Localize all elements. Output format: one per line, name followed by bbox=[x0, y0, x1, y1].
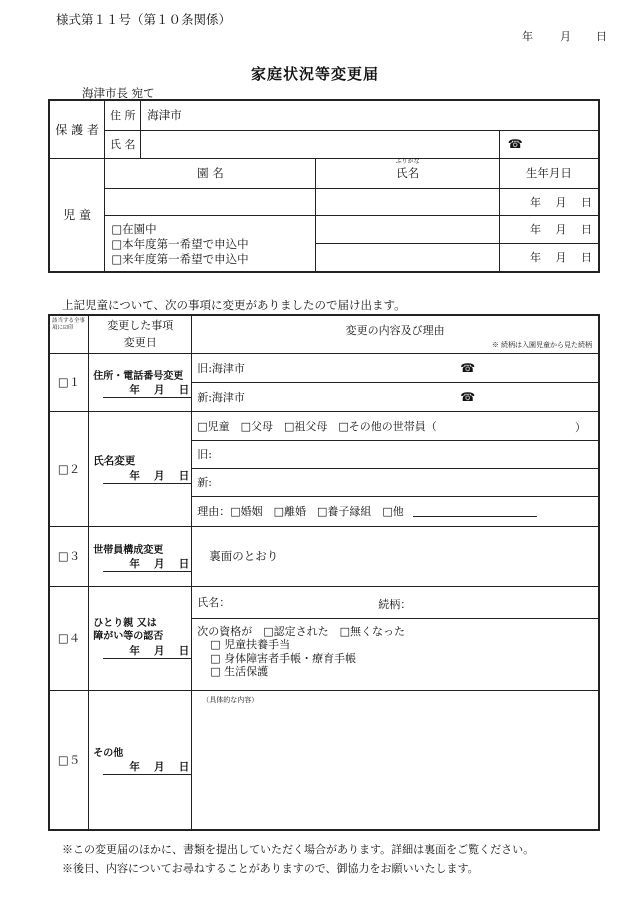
row1-old[interactable] bbox=[192, 353, 599, 382]
child-label: 児 童 bbox=[49, 158, 105, 272]
guardian-name-field[interactable] bbox=[141, 130, 500, 158]
changes-table bbox=[48, 314, 600, 831]
name-label: 氏 名 bbox=[105, 130, 141, 158]
footer-note-2: ※後日、内容についてお尋ねすることがありますので、御協力をお願いいたします。 bbox=[62, 862, 479, 875]
addressee: 海津市長 宛て bbox=[82, 86, 155, 100]
row2-new[interactable]: 新: bbox=[192, 468, 599, 496]
row2-item-label: 氏名変更 bbox=[93, 455, 136, 467]
furigana-label: ふりがな bbox=[395, 157, 420, 165]
row2-date[interactable]: 年 月 日 bbox=[103, 468, 191, 484]
row3-item bbox=[89, 526, 192, 586]
item-col-header bbox=[89, 315, 192, 353]
intro-text: 上記児童について、次の事項に変更がありましたので届け出ます。 bbox=[62, 298, 406, 312]
content-col-header bbox=[192, 315, 599, 353]
birthdate-1[interactable]: 年 月 日 bbox=[499, 188, 599, 215]
date-month: 月 bbox=[560, 30, 571, 43]
row2-targets[interactable] bbox=[192, 411, 599, 440]
child-name-header: 氏名 bbox=[396, 166, 420, 180]
row4-qual-welfare[interactable]: □ 生活保護 bbox=[210, 665, 269, 678]
row4-name-label: 氏名： bbox=[197, 596, 231, 609]
row2-reason[interactable] bbox=[192, 496, 599, 526]
birthdate-3[interactable]: 年 月 日 bbox=[499, 243, 599, 272]
row3-item-label: 世帯員構成変更 bbox=[93, 544, 164, 556]
row5-detail[interactable]: （具体的な内容） bbox=[192, 690, 599, 830]
row1-new-label: 新:海津市 bbox=[197, 390, 245, 404]
birth-header: 生年月日 bbox=[499, 158, 599, 188]
row2-item bbox=[89, 411, 192, 526]
item-col-label: 変更した事項 bbox=[107, 319, 174, 333]
row3-checkbox[interactable]: □３ bbox=[49, 526, 89, 586]
date-col-label: 変更日 bbox=[123, 336, 157, 350]
row5-item-label: その他 bbox=[93, 748, 124, 760]
row1-item-label: 住所・電話番号変更 bbox=[93, 370, 184, 382]
row4-item bbox=[89, 586, 192, 690]
row3-date[interactable]: 年 月 日 bbox=[103, 556, 191, 572]
status-enrolled-checkbox[interactable]: □在園中 bbox=[111, 222, 157, 236]
footer-note-1: ※この変更届のほかに、書類を提出していただく場合があります。詳細は裏面をご覧ください。 bbox=[62, 843, 535, 856]
address-field[interactable]: 海津市 bbox=[141, 100, 599, 130]
guardian-label: 保 護 者 bbox=[49, 100, 105, 158]
row1-old-label: 旧:海津市 bbox=[197, 361, 245, 375]
row1-new[interactable] bbox=[192, 382, 599, 411]
child-name-field-2[interactable] bbox=[316, 215, 499, 243]
row4-item-label-2: 障がい等の認否 bbox=[93, 631, 164, 642]
row2-targets-close: ） bbox=[575, 420, 586, 434]
phone-icon[interactable]: ☎ bbox=[499, 130, 599, 158]
row4-qualification-label[interactable]: 次の資格が □認定された □無くなった bbox=[197, 624, 406, 638]
guardian-child-table bbox=[48, 99, 600, 273]
row1-old-phone-icon: ☎ bbox=[460, 360, 476, 375]
row5-date[interactable]: 年 月 日 bbox=[103, 759, 191, 775]
birthdate-2[interactable]: 年 月 日 bbox=[499, 215, 599, 243]
page-title: 家庭状況等変更届 bbox=[250, 65, 379, 83]
child-name-field-3[interactable] bbox=[316, 243, 499, 272]
form-number: 様式第１１号（第１０条関係） bbox=[56, 12, 232, 27]
row1-item bbox=[89, 353, 192, 411]
row1-date[interactable]: 年 月 日 bbox=[103, 382, 191, 398]
child-name-field-1[interactable] bbox=[316, 188, 499, 215]
check-col-header: 該当する全事項に☑印 bbox=[49, 315, 89, 353]
row1-new-phone-icon: ☎ bbox=[460, 389, 476, 404]
school-field-1[interactable] bbox=[105, 188, 316, 215]
row1-checkbox[interactable]: □１ bbox=[49, 353, 89, 411]
relation-note: ※ 続柄は入園児童から見た続柄 bbox=[491, 340, 592, 349]
row4-relation-label: 続柄： bbox=[378, 597, 412, 611]
row2-old[interactable]: 旧: bbox=[192, 440, 599, 468]
status-next-year-checkbox[interactable]: □来年度第一希望で申込中 bbox=[111, 252, 249, 266]
row2-targets-label: □児童 □父母 □祖父母 □その他の世帯員（ bbox=[197, 419, 437, 433]
row2-checkbox[interactable]: □２ bbox=[49, 411, 89, 526]
row4-qualification bbox=[192, 618, 599, 690]
row4-qual-childcare[interactable]: □ 児童扶養手当 bbox=[210, 638, 291, 651]
row5-checkbox[interactable]: □５ bbox=[49, 690, 89, 830]
row5-item bbox=[89, 690, 192, 830]
content-col-label: 変更の内容及び理由 bbox=[345, 324, 445, 338]
row2-reason-label: 理由：□婚姻 □離婚 □養子縁組 □他 bbox=[197, 505, 404, 518]
row2-reason-blank[interactable] bbox=[413, 516, 537, 517]
status-this-year-checkbox[interactable]: □本年度第一希望で申込中 bbox=[111, 237, 249, 251]
school-header: 園 名 bbox=[105, 158, 316, 188]
date-day: 日 bbox=[596, 30, 607, 43]
row4-item-label-1: ひとり親 又は bbox=[93, 618, 157, 629]
row4-checkbox[interactable]: □４ bbox=[49, 586, 89, 690]
address-label: 住 所 bbox=[105, 100, 141, 130]
enrollment-status bbox=[105, 215, 316, 272]
row4-qual-disability[interactable]: □ 身体障害者手帳・療育手帳 bbox=[210, 651, 357, 665]
row4-date[interactable]: 年 月 日 bbox=[103, 643, 191, 659]
row4-name-line[interactable] bbox=[192, 586, 599, 618]
date-year: 年 bbox=[522, 30, 533, 43]
row3-content: 裏面のとおり bbox=[192, 526, 599, 586]
